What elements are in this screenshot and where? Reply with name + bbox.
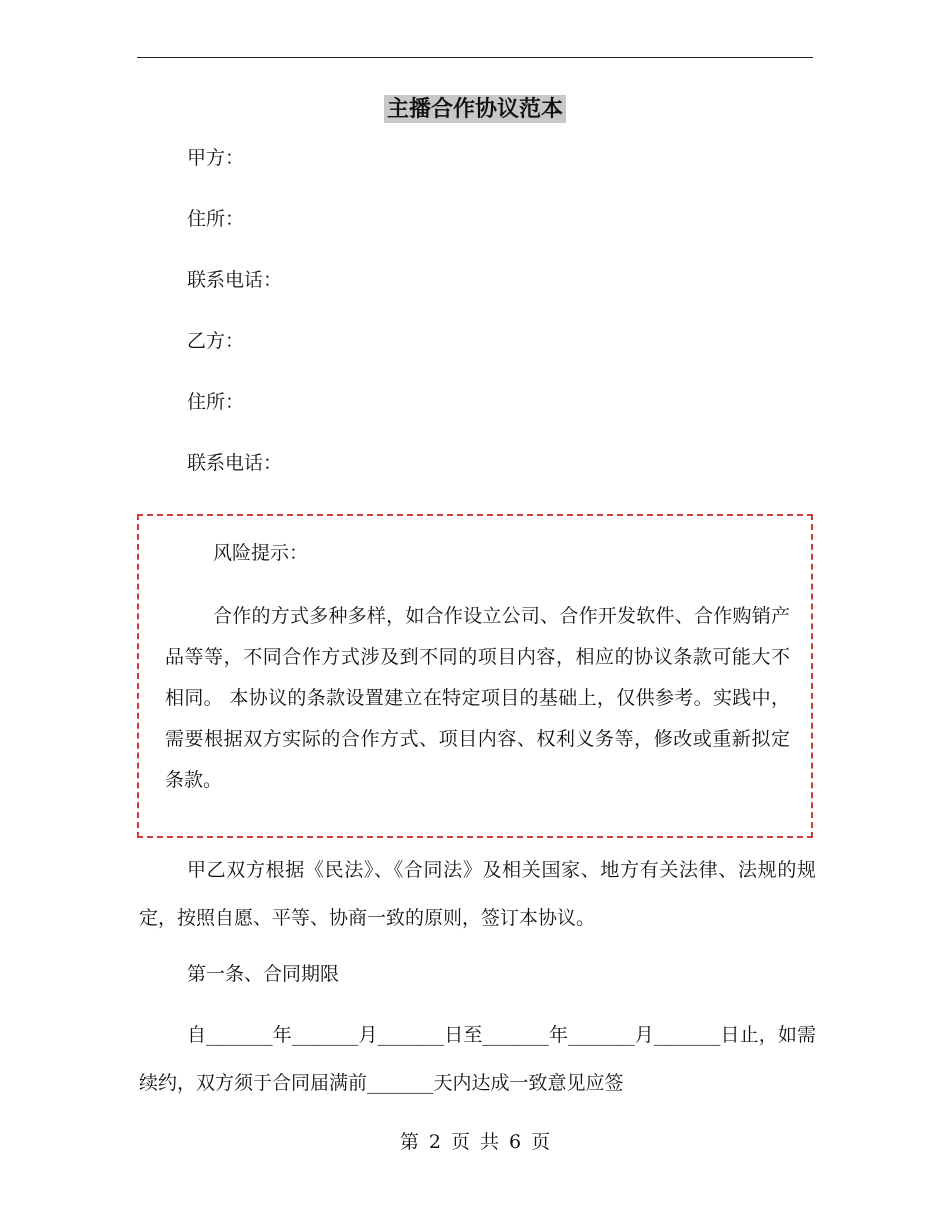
risk-notice-body: 合作的方式多种多样，如合作设立公司、合作开发软件、合作购销产品等等，不同合作方式涉及到不同的项目内容，相应的协议条款可能大不相同。 本协议的条款设置建立在特定项目的基础上，仅供参考。实践中，需要根据双方实际的合作方式、项目内容、权利义务等，修改或重新拟定条款。	[165, 605, 790, 791]
page-footer: 第 2 页 共 6 页	[399, 1131, 551, 1153]
article-1-heading: 第一条、合同期限	[187, 963, 340, 985]
party-a-address-label: 住所：	[187, 208, 245, 230]
party-a-label: 甲方：	[187, 147, 245, 169]
risk-notice-heading: 风险提示：	[213, 542, 309, 564]
article-1-paragraph: 自_______年_______月_______日至_______年_______月_______日止，如需续约，双方须于合同届满前_______天内达成一致意见应签	[139, 1024, 816, 1094]
party-b-phone-label: 联系电话：	[187, 452, 283, 474]
risk-notice-box	[137, 514, 813, 838]
party-b-address-label: 住所：	[187, 391, 245, 413]
header-rule	[137, 57, 813, 58]
preamble-paragraph: 甲乙双方根据《民法》、《合同法》及相关国家、地方有关法律、法规的规定，按照自愿、平等、协商一致的原则，签订本协议。	[139, 859, 816, 929]
document-title-text: 主播合作协议范本	[384, 95, 566, 123]
party-b-label: 乙方：	[187, 330, 245, 352]
document-title	[0, 91, 950, 127]
party-a-phone-label: 联系电话：	[187, 269, 283, 291]
